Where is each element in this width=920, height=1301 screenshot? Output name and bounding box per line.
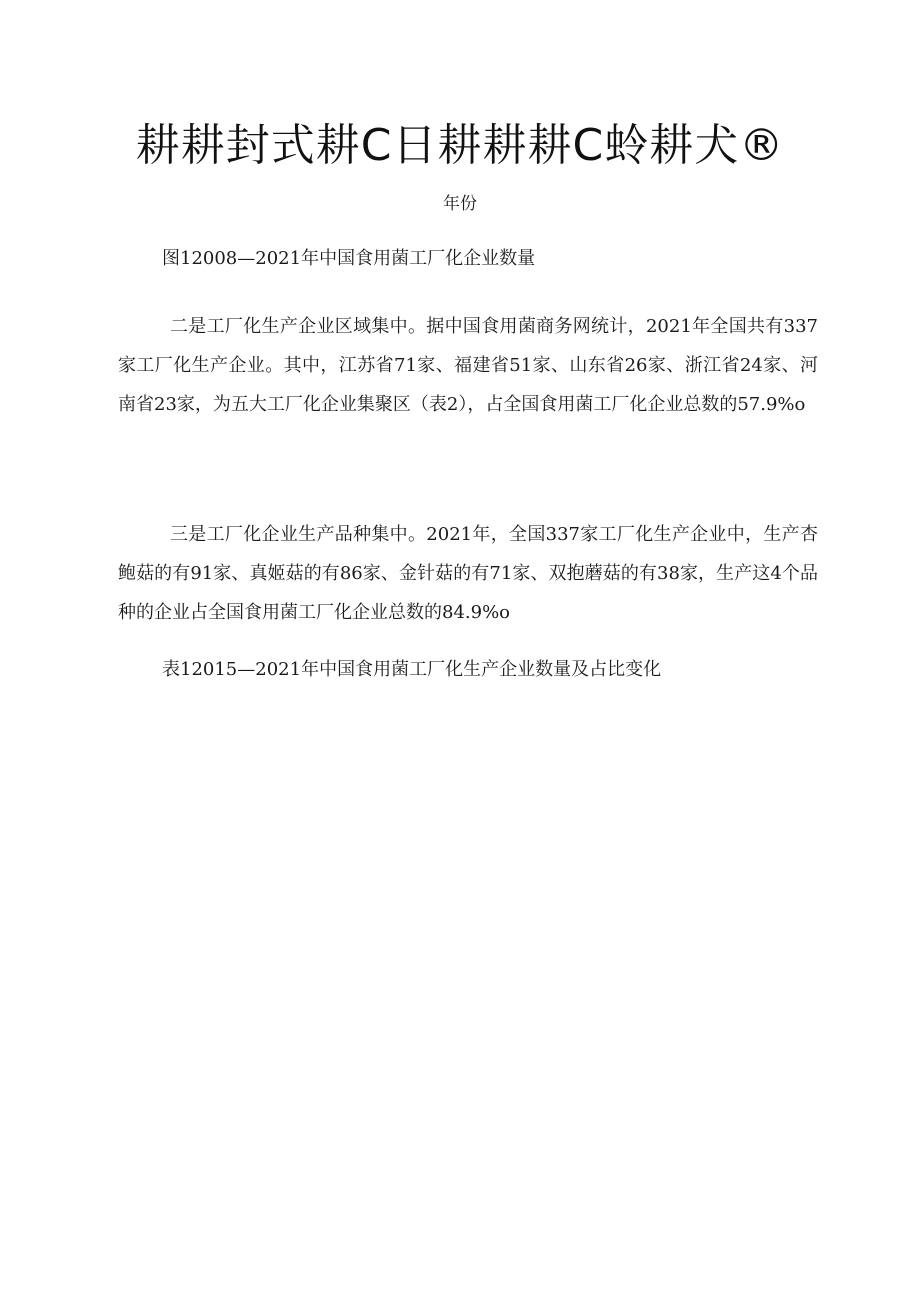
- paragraph-region-concentration: 二是工厂化生产企业区域集中。据中国食用菌商务网统计，2021年全国共有337家工厂化生产企业。其中，江苏省71家、福建省51家、山东省26家、浙江省24家、河南省23家，为五大工厂化企业集聚区（表2），占全国食用菌工厂化企业总数的57.9%o: [118, 316, 818, 415]
- chart-title-garbled: 耕耕封式耕C日耕耕耕C蛉耕犬®: [135, 120, 785, 171]
- figure-caption: 图12008—2021年中国食用菌工厂化企业数量: [162, 248, 536, 269]
- chart-axis-label: 年份: [443, 194, 477, 214]
- table-caption: 表12015—2021年中国食用菌工厂化生产企业数量及占比变化: [162, 659, 662, 680]
- paragraph-variety-concentration: 三是工厂化企业生产品种集中。2021年，全国337家工厂化生产企业中，生产杏鲍菇的有91家、真姬菇的有86家、金针菇的有71家、双抱蘑菇的有38家，生产这4个品种的企业占全国食用菌工厂化企业总数的84.9%o: [118, 524, 818, 623]
